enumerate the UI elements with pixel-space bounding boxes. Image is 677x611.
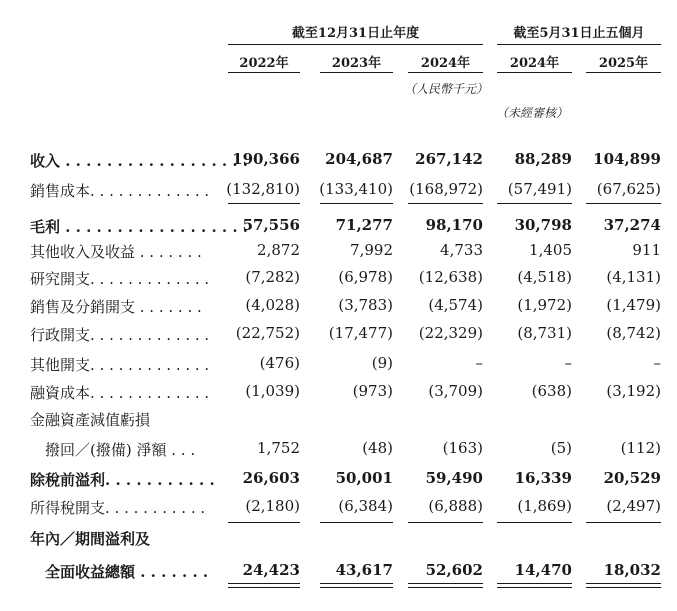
- row-value: 267,142: [415, 150, 483, 168]
- row-label: 融資成本. . . . . . . . . . . . .: [30, 384, 210, 402]
- row-value: (8,731): [517, 324, 572, 342]
- header-group-year-rule: [228, 44, 483, 45]
- row-value: 7,992: [350, 241, 393, 259]
- row-label: 金融資產減值虧損: [30, 411, 151, 429]
- row-value: (3,709): [428, 382, 483, 400]
- row-value: (12,638): [418, 268, 483, 286]
- row-value: (48): [362, 439, 393, 457]
- row-value: (2,497): [606, 497, 661, 515]
- row-value: 26,603: [242, 469, 300, 487]
- row-value: (5): [550, 439, 572, 457]
- row-value: (1,479): [606, 296, 661, 314]
- row-value: 204,687: [325, 150, 393, 168]
- header-year-rule: [228, 72, 300, 73]
- row-value: (973): [352, 382, 393, 400]
- subtotal-rule: [228, 522, 300, 523]
- row-value: (1,869): [517, 497, 572, 515]
- row-value: (17,477): [328, 324, 393, 342]
- row-label: 年內／期間溢利及: [30, 530, 151, 548]
- row-label: 銷售成本. . . . . . . . . . . . .: [30, 182, 210, 200]
- total-double-rule: [408, 587, 483, 588]
- row-value: (132,810): [226, 180, 300, 198]
- row-value: 1,752: [257, 439, 300, 457]
- row-value: (4,574): [428, 296, 483, 314]
- row-label: 研究開支. . . . . . . . . . . . .: [30, 270, 210, 288]
- row-value: 190,366: [232, 150, 300, 168]
- header-year: 2023年: [331, 56, 382, 71]
- row-value: (163): [442, 439, 483, 457]
- row-value: (4,131): [606, 268, 661, 286]
- row-value: (6,384): [338, 497, 393, 515]
- subtotal-rule: [320, 522, 393, 523]
- row-value: (22,752): [235, 324, 300, 342]
- header-group-year: 截至12月31日止年度: [291, 26, 420, 41]
- subtotal-rule: [586, 522, 661, 523]
- row-label: 除稅前溢利. . . . . . . . . . .: [30, 471, 215, 489]
- row-value: –: [653, 354, 661, 372]
- total-double-rule: [320, 587, 393, 588]
- header-year-rule: [320, 72, 393, 73]
- header-year-rule: [408, 72, 483, 73]
- subtotal-rule: [408, 203, 483, 204]
- row-value: –: [475, 354, 483, 372]
- header-year-rule: [586, 72, 661, 73]
- row-label: 行政開支. . . . . . . . . . . . .: [30, 326, 210, 344]
- unit-note: （人民幣千元）: [404, 82, 489, 96]
- row-value: 50,001: [335, 469, 393, 487]
- row-value: –: [564, 354, 572, 372]
- header-year: 2025年: [598, 56, 649, 71]
- header-year: 2022年: [239, 56, 289, 71]
- total-double-rule: [497, 583, 572, 584]
- row-value: 14,470: [514, 561, 572, 579]
- row-value: (9): [371, 354, 393, 372]
- unaudited-note: （未經審核）: [496, 106, 569, 120]
- subtotal-rule: [497, 522, 572, 523]
- row-value: (6,978): [338, 268, 393, 286]
- total-double-rule: [408, 583, 483, 584]
- row-label: 所得稅開支. . . . . . . . . . .: [30, 499, 206, 517]
- row-value: (8,742): [606, 324, 661, 342]
- row-value: 30,798: [514, 216, 572, 234]
- row-value: (6,888): [428, 497, 483, 515]
- total-double-rule: [586, 587, 661, 588]
- row-value: (476): [259, 354, 300, 372]
- subtotal-rule: [320, 203, 393, 204]
- row-value: (638): [531, 382, 572, 400]
- row-value: 2,872: [257, 241, 300, 259]
- row-label: 其他開支. . . . . . . . . . . . .: [30, 356, 210, 374]
- row-label: 其他收入及收益 . . . . . . .: [30, 243, 202, 261]
- row-value: 52,602: [425, 561, 483, 579]
- row-value: (168,972): [409, 180, 483, 198]
- row-label: 撥回／(撥備) 淨額 . . .: [30, 441, 196, 459]
- row-label: 銷售及分銷開支 . . . . . . .: [30, 298, 202, 316]
- row-value: 98,170: [425, 216, 483, 234]
- total-double-rule: [497, 587, 572, 588]
- row-value: (4,518): [517, 268, 572, 286]
- total-double-rule: [586, 583, 661, 584]
- row-value: 43,617: [335, 561, 393, 579]
- row-value: (22,329): [418, 324, 483, 342]
- total-double-rule: [320, 583, 393, 584]
- row-value: 4,733: [440, 241, 483, 259]
- row-value: 37,274: [603, 216, 661, 234]
- subtotal-rule: [586, 203, 661, 204]
- row-value: 20,529: [603, 469, 661, 487]
- row-value: 88,289: [514, 150, 572, 168]
- header-year-rule: [497, 72, 572, 73]
- row-value: (1,039): [245, 382, 300, 400]
- row-value: 911: [632, 241, 661, 259]
- row-value: 18,032: [603, 561, 661, 579]
- row-value: (133,410): [319, 180, 393, 198]
- row-value: 59,490: [425, 469, 483, 487]
- row-value: 24,423: [242, 561, 300, 579]
- row-value: (3,192): [606, 382, 661, 400]
- row-value: (4,028): [245, 296, 300, 314]
- subtotal-rule: [228, 203, 300, 204]
- row-value: 71,277: [335, 216, 393, 234]
- subtotal-rule: [408, 522, 483, 523]
- row-value: (67,625): [596, 180, 661, 198]
- row-value: 57,556: [242, 216, 300, 234]
- row-value: (3,783): [338, 296, 393, 314]
- header-group-period-rule: [497, 44, 661, 45]
- row-label: 毛利 . . . . . . . . . . . . . . . . . .: [30, 218, 248, 236]
- row-value: (57,491): [507, 180, 572, 198]
- total-double-rule: [228, 583, 300, 584]
- row-value: (7,282): [245, 268, 300, 286]
- row-value: (2,180): [245, 497, 300, 515]
- row-value: (1,972): [517, 296, 572, 314]
- header-year: 2024年: [420, 56, 471, 71]
- row-label: 全面收益總額 . . . . . . .: [30, 563, 209, 581]
- row-value: 16,339: [514, 469, 572, 487]
- subtotal-rule: [497, 203, 572, 204]
- row-label: 收入 . . . . . . . . . . . . . . . . . .: [30, 152, 248, 170]
- row-value: 104,899: [593, 150, 661, 168]
- header-group-period: 截至5月31日止五個月: [513, 26, 645, 41]
- total-double-rule: [228, 587, 300, 588]
- row-value: 1,405: [529, 241, 572, 259]
- row-value: (112): [620, 439, 661, 457]
- header-year: 2024年: [509, 56, 560, 71]
